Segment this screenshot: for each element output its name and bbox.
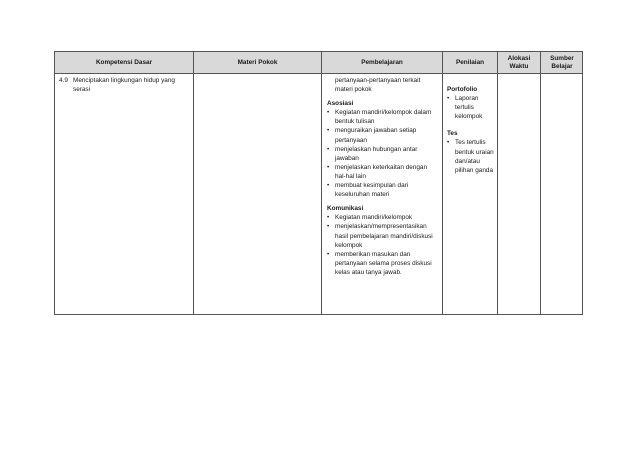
komunikasi-title: Komunikasi: [327, 205, 364, 213]
header-materi-pokok: Materi Pokok: [237, 58, 278, 66]
column-divider: [321, 52, 322, 314]
column-divider: [540, 52, 541, 314]
list-item: • menguraikan jawaban setiap pertanyaan: [327, 126, 439, 144]
tes-list: [447, 138, 495, 174]
column-divider: [497, 52, 498, 314]
list-item: • menjelaskan keterkaitan dengan hal-hal lain: [327, 163, 439, 181]
kd-text: Menciptakan lingkungan hidup yang serasi: [73, 77, 175, 94]
komunikasi-list: [327, 213, 439, 277]
list-item: • membuat kesimpulan dari keseluruhan materi: [327, 181, 439, 199]
pembelajaran-cell: [327, 76, 439, 277]
header-sumber-belajar: Sumber Belajar: [550, 54, 574, 70]
list-item: • Laporan tertulis kelompok: [447, 94, 495, 121]
header-penilaian: Penilaian: [455, 58, 485, 66]
kd-number: 4.9: [59, 77, 68, 84]
portofolio-title: Portofolio: [447, 86, 478, 93]
tes-title: Tes: [447, 130, 458, 138]
header-alokasi-waktu: Alokasi Waktu: [507, 54, 531, 70]
header-kompetensi-dasar: Kompetensi Dasar: [95, 58, 153, 66]
header-pembelajaran: Pembelajaran: [361, 58, 403, 66]
asosiasi-list: [327, 108, 439, 199]
list-item: • memberikan masukan dan pertanyaan selama proses diskusi kelas atau tanya jawab.: [327, 250, 439, 277]
syllabus-table: [54, 51, 583, 315]
asosiasi-title: Asosiasi: [327, 100, 354, 108]
column-divider: [442, 52, 443, 314]
penilaian-cell: [447, 85, 495, 175]
list-item: • Kegiatan mandiri/kelompok dalam bentuk tulisan: [327, 108, 439, 126]
list-item: • Tes tertulis bentuk uraian dan/atau pilihan ganda: [447, 138, 495, 174]
list-item: • menjelaskan/mempresentasikan hasil pembelajaran mandiri/diskusi kelompok: [327, 222, 439, 249]
column-divider: [193, 52, 194, 314]
list-item: • Kegiatan mandiri/kelompok: [327, 213, 439, 222]
pembelajaran-intro: pertanyaan-pertanyaan terkait materi pokok: [335, 77, 421, 94]
list-item: • menjelaskan hubungan antar jawaban: [327, 145, 439, 163]
portofolio-list: [447, 94, 495, 121]
